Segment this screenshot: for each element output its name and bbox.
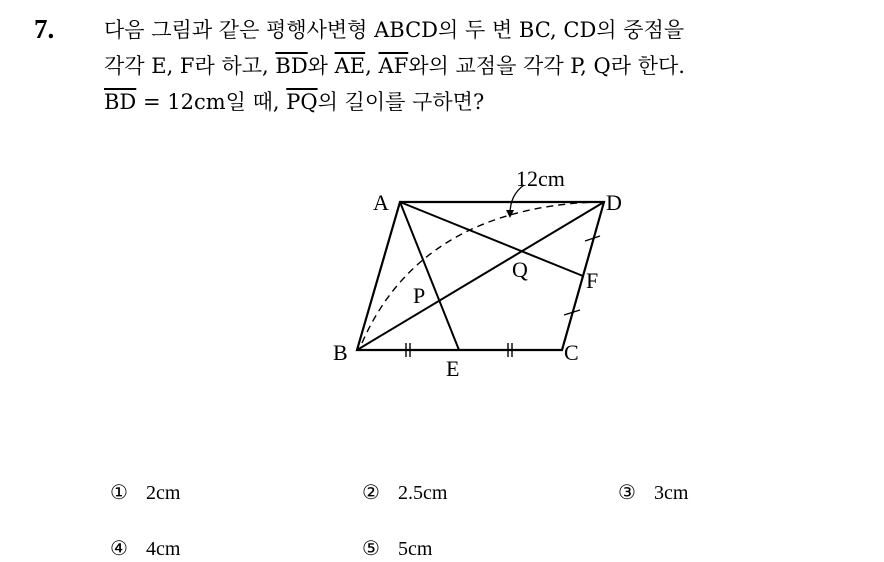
- segment-bd: $\overline{BD}$: [104, 90, 137, 114]
- label-c: C: [564, 340, 579, 365]
- choice-mark: ③: [618, 482, 636, 504]
- choice-mark: ①: [110, 482, 128, 504]
- label-b: B: [333, 340, 348, 365]
- label-q: Q: [512, 257, 528, 282]
- choice-text: 3cm: [654, 482, 689, 504]
- question-number: 7.: [34, 14, 55, 44]
- text-segment: 와의 교점을 각각 P, Q라 한다.: [408, 54, 685, 78]
- text-segment: 각각 E, F라 하고,: [104, 54, 276, 78]
- question-line-2: [104, 48, 685, 84]
- text-segment: ,: [365, 54, 379, 78]
- question-line-1: 다음 그림과 같은 평행사변형 ABCD의 두 변 BC, CD의 중점을: [104, 18, 685, 42]
- choice-text: 5cm: [398, 538, 433, 560]
- label-f: F: [586, 268, 599, 293]
- choice-text: 2.5cm: [398, 482, 448, 504]
- label-d: D: [606, 190, 622, 215]
- parallelogram-figure: [320, 160, 640, 390]
- choice-5[interactable]: [362, 536, 432, 561]
- choice-text: 2cm: [146, 482, 181, 504]
- choice-1[interactable]: [110, 480, 180, 505]
- segment-pq: $\overline{PQ}$: [286, 90, 318, 114]
- label-a: A: [373, 190, 389, 215]
- label-p: P: [413, 283, 426, 308]
- segment-ae: $\overline{AE}$: [334, 54, 366, 78]
- length-label: 12cm: [516, 166, 565, 191]
- choice-3[interactable]: [618, 480, 688, 505]
- choice-mark: ④: [110, 538, 128, 560]
- segment-bd: $\overline{BD}$: [275, 54, 308, 78]
- choice-text: 4cm: [146, 538, 181, 560]
- question-line-3: [104, 84, 484, 120]
- choice-mark: ⑤: [362, 538, 380, 560]
- choice-4[interactable]: [110, 536, 180, 561]
- segment-ae: [400, 202, 459, 350]
- text-segment: 의 길이를 구하면?: [317, 90, 485, 114]
- length-arc: [362, 202, 594, 343]
- choice-2[interactable]: [362, 480, 447, 505]
- label-e: E: [446, 356, 460, 381]
- segment-af: [400, 202, 583, 276]
- segment-af: $\overline{AF}$: [378, 54, 409, 78]
- choice-mark: ②: [362, 482, 380, 504]
- text-segment: 와: [307, 54, 335, 78]
- text-segment: = 12cm일 때,: [136, 90, 287, 114]
